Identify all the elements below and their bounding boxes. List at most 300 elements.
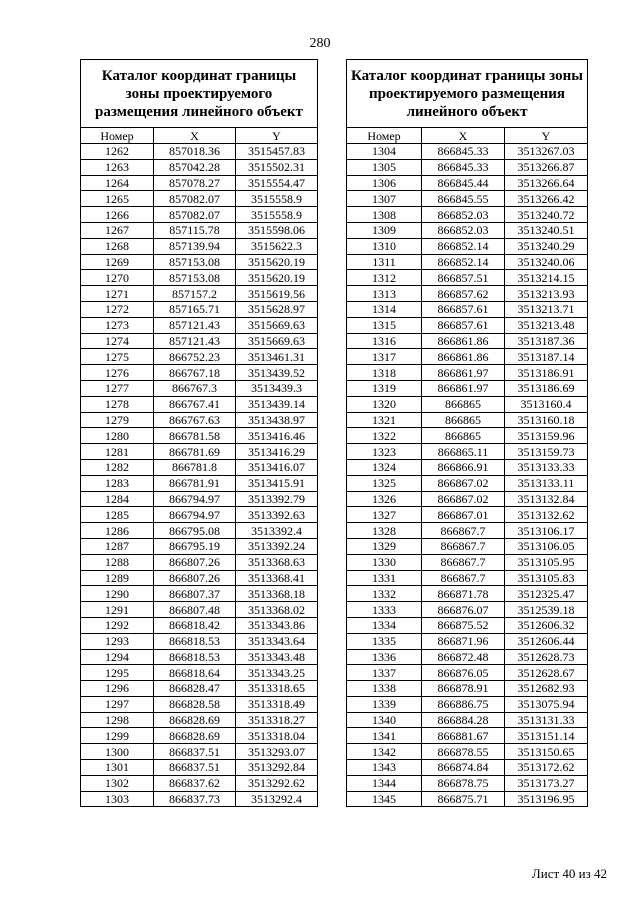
coordinate-table-right — [346, 59, 588, 807]
point-number: 1307 — [347, 191, 422, 207]
point-number: 1270 — [81, 270, 154, 286]
point-number: 1303 — [81, 791, 154, 807]
point-number: 1305 — [347, 159, 422, 175]
y-coordinate: 3513439.52 — [236, 365, 318, 381]
point-number: 1275 — [81, 349, 154, 365]
table-row — [347, 491, 588, 507]
y-coordinate: 3515628.97 — [236, 301, 318, 317]
y-coordinate: 3513240.29 — [505, 238, 588, 254]
table-row — [81, 791, 318, 807]
y-coordinate: 3513106.05 — [505, 538, 588, 554]
table-row — [81, 633, 318, 649]
x-coordinate: 866852.14 — [422, 254, 505, 270]
y-coordinate: 3513318.49 — [236, 696, 318, 712]
y-coordinate: 3513187.14 — [505, 349, 588, 365]
x-coordinate: 866884.28 — [422, 712, 505, 728]
x-coordinate: 857082.07 — [154, 191, 236, 207]
x-coordinate: 866876.07 — [422, 602, 505, 618]
y-coordinate: 3515622.3 — [236, 238, 318, 254]
table-row — [81, 144, 318, 160]
x-coordinate: 866781.91 — [154, 475, 236, 491]
y-coordinate: 3513213.48 — [505, 317, 588, 333]
table-row — [81, 491, 318, 507]
point-number: 1302 — [81, 775, 154, 791]
y-coordinate: 3513368.63 — [236, 554, 318, 570]
x-coordinate: 866876.05 — [422, 665, 505, 681]
y-coordinate: 3513186.91 — [505, 365, 588, 381]
x-coordinate: 857042.28 — [154, 159, 236, 175]
y-coordinate: 3513173.27 — [505, 775, 588, 791]
table-row — [81, 254, 318, 270]
y-coordinate: 3513240.72 — [505, 207, 588, 223]
y-coordinate: 3513368.18 — [236, 586, 318, 602]
table-row — [347, 207, 588, 223]
x-coordinate: 866857.61 — [422, 301, 505, 317]
point-number: 1274 — [81, 333, 154, 349]
table-row — [347, 475, 588, 491]
table-row — [347, 586, 588, 602]
y-coordinate: 3513343.86 — [236, 617, 318, 633]
x-coordinate: 866845.44 — [422, 175, 505, 191]
point-number: 1281 — [81, 444, 154, 460]
y-coordinate: 3513133.11 — [505, 475, 588, 491]
point-number: 1282 — [81, 459, 154, 475]
x-coordinate: 857165.71 — [154, 301, 236, 317]
table-row — [347, 791, 588, 807]
x-coordinate: 866845.55 — [422, 191, 505, 207]
point-number: 1267 — [81, 222, 154, 238]
point-number: 1326 — [347, 491, 422, 507]
table-row — [81, 238, 318, 254]
table-row — [81, 459, 318, 475]
point-number: 1345 — [347, 791, 422, 807]
y-coordinate: 3513267.03 — [505, 144, 588, 160]
table-row — [81, 570, 318, 586]
x-coordinate: 866857.61 — [422, 317, 505, 333]
table-row — [81, 744, 318, 760]
x-coordinate: 866781.58 — [154, 428, 236, 444]
column-header-x: X — [422, 128, 505, 144]
table-row — [347, 523, 588, 539]
x-coordinate: 866875.52 — [422, 617, 505, 633]
column-header-y: Y — [236, 128, 318, 144]
table-row — [347, 349, 588, 365]
point-number: 1340 — [347, 712, 422, 728]
table-row — [81, 760, 318, 776]
table-row — [347, 633, 588, 649]
x-coordinate: 866867.01 — [422, 507, 505, 523]
y-coordinate: 3513172.62 — [505, 760, 588, 776]
x-coordinate: 857121.43 — [154, 333, 236, 349]
y-coordinate: 3513266.42 — [505, 191, 588, 207]
point-number: 1310 — [347, 238, 422, 254]
table-title: Каталог координат границы зоны проектируемого размещения линейного объект — [347, 60, 588, 128]
table-row — [81, 696, 318, 712]
y-coordinate: 3513318.65 — [236, 681, 318, 697]
y-coordinate: 3513160.18 — [505, 412, 588, 428]
x-coordinate: 866781.69 — [154, 444, 236, 460]
y-coordinate: 3513343.48 — [236, 649, 318, 665]
table-row — [81, 365, 318, 381]
point-number: 1287 — [81, 538, 154, 554]
point-number: 1266 — [81, 207, 154, 223]
y-coordinate: 3512325.47 — [505, 586, 588, 602]
table-row — [347, 365, 588, 381]
point-number: 1292 — [81, 617, 154, 633]
table-row — [81, 222, 318, 238]
y-coordinate: 3513266.64 — [505, 175, 588, 191]
x-coordinate: 866881.67 — [422, 728, 505, 744]
table-row — [81, 475, 318, 491]
y-coordinate: 3513416.29 — [236, 444, 318, 460]
table-row — [81, 602, 318, 618]
x-coordinate: 866871.96 — [422, 633, 505, 649]
y-coordinate: 3513415.91 — [236, 475, 318, 491]
table-row — [347, 649, 588, 665]
x-coordinate: 866867.02 — [422, 491, 505, 507]
y-coordinate: 3513105.83 — [505, 570, 588, 586]
table-row — [81, 175, 318, 191]
y-coordinate: 3513438.97 — [236, 412, 318, 428]
x-coordinate: 866767.3 — [154, 380, 236, 396]
table-row — [81, 207, 318, 223]
table-row — [347, 380, 588, 396]
point-number: 1262 — [81, 144, 154, 160]
table-row — [347, 507, 588, 523]
table-row — [347, 222, 588, 238]
point-number: 1288 — [81, 554, 154, 570]
table-row — [81, 586, 318, 602]
column-header-number: Номер — [81, 128, 154, 144]
x-coordinate: 866867.02 — [422, 475, 505, 491]
y-coordinate: 3513392.79 — [236, 491, 318, 507]
x-coordinate: 857153.08 — [154, 254, 236, 270]
x-coordinate: 866837.73 — [154, 791, 236, 807]
point-number: 1312 — [347, 270, 422, 286]
y-coordinate: 3513343.25 — [236, 665, 318, 681]
sheet-footer: Лист 40 из 42 — [531, 866, 607, 881]
y-coordinate: 3515558.9 — [236, 207, 318, 223]
y-coordinate: 3513392.24 — [236, 538, 318, 554]
x-coordinate: 866795.19 — [154, 538, 236, 554]
x-coordinate: 866866.91 — [422, 459, 505, 475]
point-number: 1269 — [81, 254, 154, 270]
table-row — [347, 775, 588, 791]
x-coordinate: 857121.43 — [154, 317, 236, 333]
point-number: 1309 — [347, 222, 422, 238]
x-coordinate: 866752.23 — [154, 349, 236, 365]
table-row — [347, 317, 588, 333]
point-number: 1296 — [81, 681, 154, 697]
x-coordinate: 857018.36 — [154, 144, 236, 160]
table-row — [347, 428, 588, 444]
y-coordinate: 3513416.46 — [236, 428, 318, 444]
y-coordinate: 3513159.73 — [505, 444, 588, 460]
point-number: 1318 — [347, 365, 422, 381]
column-header-x: X — [154, 128, 236, 144]
point-number: 1283 — [81, 475, 154, 491]
point-number: 1299 — [81, 728, 154, 744]
y-coordinate: 3513186.69 — [505, 380, 588, 396]
table-row — [81, 159, 318, 175]
point-number: 1338 — [347, 681, 422, 697]
x-coordinate: 866794.97 — [154, 491, 236, 507]
point-number: 1315 — [347, 317, 422, 333]
point-number: 1337 — [347, 665, 422, 681]
point-number: 1286 — [81, 523, 154, 539]
y-coordinate: 3513240.51 — [505, 222, 588, 238]
table-row — [81, 649, 318, 665]
point-number: 1304 — [347, 144, 422, 160]
y-coordinate: 3515502.31 — [236, 159, 318, 175]
y-coordinate: 3513318.27 — [236, 712, 318, 728]
table-row — [347, 144, 588, 160]
table-row — [347, 238, 588, 254]
table-row — [81, 380, 318, 396]
point-number: 1289 — [81, 570, 154, 586]
y-coordinate: 3515558.9 — [236, 191, 318, 207]
point-number: 1320 — [347, 396, 422, 412]
point-number: 1284 — [81, 491, 154, 507]
x-coordinate: 866867.7 — [422, 523, 505, 539]
y-coordinate: 3513368.02 — [236, 602, 318, 618]
table-row — [347, 175, 588, 191]
point-number: 1336 — [347, 649, 422, 665]
y-coordinate: 3513416.07 — [236, 459, 318, 475]
x-coordinate: 857115.78 — [154, 222, 236, 238]
point-number: 1330 — [347, 554, 422, 570]
table-row — [81, 665, 318, 681]
table-row — [347, 254, 588, 270]
page-number: 280 — [309, 36, 331, 51]
y-coordinate: 3513131.33 — [505, 712, 588, 728]
point-number: 1291 — [81, 602, 154, 618]
x-coordinate: 857078.27 — [154, 175, 236, 191]
y-coordinate: 3512628.73 — [505, 649, 588, 665]
x-coordinate: 866837.51 — [154, 744, 236, 760]
point-number: 1279 — [81, 412, 154, 428]
point-number: 1342 — [347, 744, 422, 760]
table-row — [347, 396, 588, 412]
point-number: 1276 — [81, 365, 154, 381]
coordinate-table-left — [80, 59, 318, 807]
x-coordinate: 866867.7 — [422, 554, 505, 570]
y-coordinate: 3513105.95 — [505, 554, 588, 570]
x-coordinate: 866857.51 — [422, 270, 505, 286]
table-row — [347, 744, 588, 760]
point-number: 1311 — [347, 254, 422, 270]
table-row — [81, 349, 318, 365]
point-number: 1329 — [347, 538, 422, 554]
point-number: 1321 — [347, 412, 422, 428]
y-coordinate: 3513318.04 — [236, 728, 318, 744]
x-coordinate: 866818.42 — [154, 617, 236, 633]
x-coordinate: 866828.69 — [154, 712, 236, 728]
x-coordinate: 866878.75 — [422, 775, 505, 791]
point-number: 1271 — [81, 286, 154, 302]
y-coordinate: 3513461.31 — [236, 349, 318, 365]
y-coordinate: 3513439.3 — [236, 380, 318, 396]
x-coordinate: 866886.75 — [422, 696, 505, 712]
column-header-y: Y — [505, 128, 588, 144]
x-coordinate: 866828.47 — [154, 681, 236, 697]
x-coordinate: 866865 — [422, 396, 505, 412]
point-number: 1277 — [81, 380, 154, 396]
x-coordinate: 866867.7 — [422, 570, 505, 586]
point-number: 1306 — [347, 175, 422, 191]
y-coordinate: 3513292.62 — [236, 775, 318, 791]
table-row — [347, 191, 588, 207]
y-coordinate: 3515669.63 — [236, 317, 318, 333]
point-number: 1285 — [81, 507, 154, 523]
y-coordinate: 3513392.4 — [236, 523, 318, 539]
table-row — [81, 538, 318, 554]
y-coordinate: 3513368.41 — [236, 570, 318, 586]
table-row — [347, 159, 588, 175]
x-coordinate: 866781.8 — [154, 459, 236, 475]
x-coordinate: 866767.18 — [154, 365, 236, 381]
point-number: 1298 — [81, 712, 154, 728]
point-number: 1335 — [347, 633, 422, 649]
table-row — [347, 270, 588, 286]
table-row — [347, 333, 588, 349]
y-coordinate: 3513187.36 — [505, 333, 588, 349]
y-coordinate: 3515619.56 — [236, 286, 318, 302]
x-coordinate: 857153.08 — [154, 270, 236, 286]
table-row — [347, 286, 588, 302]
table-row — [347, 412, 588, 428]
table-row — [347, 617, 588, 633]
table-row — [347, 602, 588, 618]
x-coordinate: 857139.94 — [154, 238, 236, 254]
table-row — [81, 617, 318, 633]
table-row — [347, 728, 588, 744]
y-coordinate: 3513133.33 — [505, 459, 588, 475]
y-coordinate: 3513213.71 — [505, 301, 588, 317]
y-coordinate: 3512682.93 — [505, 681, 588, 697]
x-coordinate: 866818.64 — [154, 665, 236, 681]
point-number: 1297 — [81, 696, 154, 712]
x-coordinate: 866875.71 — [422, 791, 505, 807]
x-coordinate: 866852.14 — [422, 238, 505, 254]
point-number: 1300 — [81, 744, 154, 760]
x-coordinate: 866795.08 — [154, 523, 236, 539]
y-coordinate: 3512606.44 — [505, 633, 588, 649]
point-number: 1328 — [347, 523, 422, 539]
x-coordinate: 866878.55 — [422, 744, 505, 760]
x-coordinate: 866767.41 — [154, 396, 236, 412]
y-coordinate: 3513266.87 — [505, 159, 588, 175]
table-row — [81, 775, 318, 791]
table-row — [81, 396, 318, 412]
y-coordinate: 3513214.15 — [505, 270, 588, 286]
x-coordinate: 866807.48 — [154, 602, 236, 618]
table-row — [347, 760, 588, 776]
table-header-row — [81, 128, 318, 144]
y-coordinate: 3513160.4 — [505, 396, 588, 412]
point-number: 1314 — [347, 301, 422, 317]
point-number: 1341 — [347, 728, 422, 744]
y-coordinate: 3513075.94 — [505, 696, 588, 712]
y-coordinate: 3513151.14 — [505, 728, 588, 744]
point-number: 1293 — [81, 633, 154, 649]
x-coordinate: 866845.33 — [422, 159, 505, 175]
table-row — [347, 570, 588, 586]
table-row — [81, 333, 318, 349]
table-row — [347, 665, 588, 681]
point-number: 1273 — [81, 317, 154, 333]
y-coordinate: 3515669.63 — [236, 333, 318, 349]
table-title: Каталог координат границы зоны проектируемого размещения линейного объект — [81, 60, 318, 128]
x-coordinate: 866828.69 — [154, 728, 236, 744]
y-coordinate: 3515457.83 — [236, 144, 318, 160]
point-number: 1332 — [347, 586, 422, 602]
point-number: 1327 — [347, 507, 422, 523]
table-row — [81, 412, 318, 428]
y-coordinate: 3513132.62 — [505, 507, 588, 523]
point-number: 1319 — [347, 380, 422, 396]
point-number: 1263 — [81, 159, 154, 175]
column-header-number: Номер — [347, 128, 422, 144]
table-row — [81, 428, 318, 444]
table-row — [81, 444, 318, 460]
point-number: 1294 — [81, 649, 154, 665]
table-row — [81, 507, 318, 523]
point-number: 1264 — [81, 175, 154, 191]
x-coordinate: 866852.03 — [422, 207, 505, 223]
table-row — [347, 696, 588, 712]
y-coordinate: 3515620.19 — [236, 254, 318, 270]
point-number: 1265 — [81, 191, 154, 207]
x-coordinate: 866807.37 — [154, 586, 236, 602]
x-coordinate: 866852.03 — [422, 222, 505, 238]
point-number: 1308 — [347, 207, 422, 223]
y-coordinate: 3513293.07 — [236, 744, 318, 760]
table-row — [347, 554, 588, 570]
table-row — [347, 681, 588, 697]
y-coordinate: 3513106.17 — [505, 523, 588, 539]
x-coordinate: 866878.91 — [422, 681, 505, 697]
y-coordinate: 3513292.84 — [236, 760, 318, 776]
point-number: 1316 — [347, 333, 422, 349]
table-row — [81, 712, 318, 728]
point-number: 1268 — [81, 238, 154, 254]
y-coordinate: 3515554.47 — [236, 175, 318, 191]
x-coordinate: 866861.97 — [422, 380, 505, 396]
y-coordinate: 3513159.96 — [505, 428, 588, 444]
y-coordinate: 3512539.18 — [505, 602, 588, 618]
point-number: 1280 — [81, 428, 154, 444]
y-coordinate: 3513343.64 — [236, 633, 318, 649]
x-coordinate: 866828.58 — [154, 696, 236, 712]
point-number: 1278 — [81, 396, 154, 412]
x-coordinate: 866837.62 — [154, 775, 236, 791]
y-coordinate: 3513240.06 — [505, 254, 588, 270]
table-row — [81, 270, 318, 286]
y-coordinate: 3512628.67 — [505, 665, 588, 681]
y-coordinate: 3513213.93 — [505, 286, 588, 302]
point-number: 1295 — [81, 665, 154, 681]
x-coordinate: 866872.48 — [422, 649, 505, 665]
y-coordinate: 3513132.84 — [505, 491, 588, 507]
table-row — [81, 728, 318, 744]
point-number: 1343 — [347, 760, 422, 776]
point-number: 1324 — [347, 459, 422, 475]
x-coordinate: 866807.26 — [154, 570, 236, 586]
table-row — [81, 554, 318, 570]
x-coordinate: 866861.86 — [422, 333, 505, 349]
x-coordinate: 866861.97 — [422, 365, 505, 381]
